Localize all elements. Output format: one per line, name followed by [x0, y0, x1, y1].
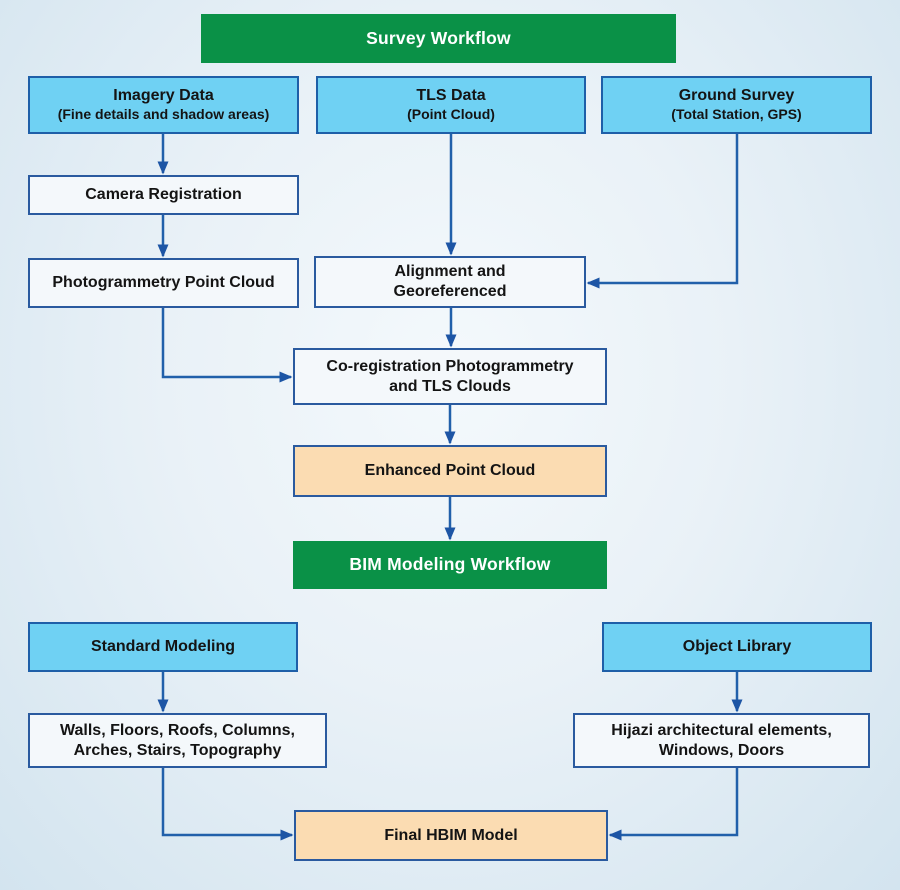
node-sublabel: (Total Station, GPS) — [671, 106, 802, 123]
node-label: Survey Workflow — [366, 27, 511, 48]
node-final-hbim-model — [294, 810, 608, 861]
node-bim-modeling-workflow-header — [293, 541, 607, 589]
node-co-registration — [293, 348, 607, 405]
node-standard-modeling — [28, 622, 298, 672]
node-enhanced-point-cloud — [293, 445, 607, 497]
node-tls-data — [316, 76, 586, 134]
arrow-elements-to-final — [163, 768, 292, 835]
node-label-line2: Arches, Stairs, Topography — [73, 741, 282, 759]
node-label: TLS Data — [416, 87, 486, 105]
node-sublabel: (Fine details and shadow areas) — [57, 106, 270, 123]
node-label: Final HBIM Model — [384, 826, 518, 844]
node-imagery-data — [28, 76, 299, 134]
node-label: Photogrammetry Point Cloud — [52, 274, 275, 291]
node-label-line2: and TLS Clouds — [389, 377, 511, 395]
node-survey-workflow-header — [201, 14, 676, 63]
node-label: Alignment and — [394, 263, 506, 280]
node-standard-elements — [28, 713, 327, 768]
node-label: Enhanced Point Cloud — [364, 462, 536, 479]
node-label-line2: Windows, Doors — [658, 741, 785, 759]
node-sublabel: (Point Cloud) — [407, 106, 495, 123]
node-ground-survey — [601, 76, 872, 134]
node-label: Walls, Floors, Roofs, Columns, — [60, 721, 295, 739]
node-label: Standard Modeling — [91, 638, 235, 655]
node-label: Object Library — [682, 638, 792, 655]
node-label: Co-registration Photogrammetry — [326, 357, 574, 375]
node-label-line2: Georeferenced — [393, 283, 507, 300]
node-label: Imagery Data — [113, 87, 214, 105]
node-label: Camera Registration — [85, 186, 242, 203]
node-photogrammetry-point-cloud — [28, 258, 299, 308]
node-camera-registration — [28, 175, 299, 215]
arrow-photogrammetry-to-coregistration — [163, 308, 291, 377]
node-label: Hijazi architectural elements, — [611, 721, 832, 739]
node-alignment-georeferenced — [314, 256, 586, 308]
node-label: Ground Survey — [678, 87, 795, 105]
node-object-library — [602, 622, 872, 672]
arrow-ground-to-alignment — [588, 134, 737, 283]
arrow-hijazi-to-final — [610, 768, 737, 835]
node-hijazi-elements — [573, 713, 870, 768]
node-label: BIM Modeling Workflow — [349, 554, 551, 575]
